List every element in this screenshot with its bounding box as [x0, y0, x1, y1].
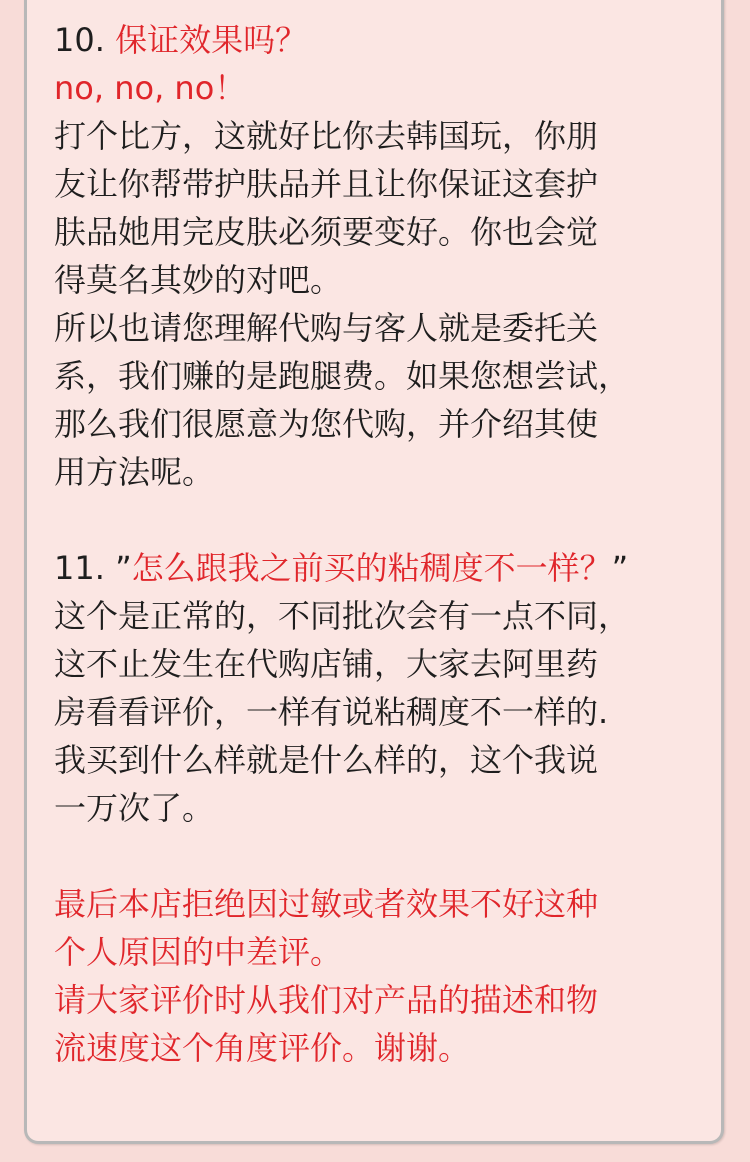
- faq-10-answer-line: 系，我们赚的是跑腿费。如果您想尝试，: [54, 357, 631, 395]
- faq-11-quote-end: ”: [611, 549, 629, 587]
- faq-10-short-answer: no, no, no！: [54, 69, 247, 107]
- faq-10-number: 10.: [54, 21, 116, 59]
- notice-line: 个人原因的中差评。: [54, 933, 343, 971]
- faq-11-answer-line: 我买到什么样就是什么样的，这个我说: [54, 741, 599, 779]
- faq-10-answer-line: 友让你帮带护肤品并且让你保证这套护: [54, 165, 599, 203]
- notice-line: 流速度这个角度评价。谢谢。: [54, 1029, 471, 1067]
- faq-11-heading: [54, 544, 744, 592]
- section-spacer: [54, 496, 744, 544]
- faq-10-answer-line: 用方法呢。: [54, 453, 215, 491]
- faq-10-answer-line: 所以也请您理解代购与客人就是委托关: [54, 309, 599, 347]
- section-spacer: [54, 832, 744, 880]
- faq-11-number: 11. ”: [54, 549, 132, 587]
- faq-10-answer-line: 打个比方，这就好比你去韩国玩，你朋: [54, 117, 599, 155]
- faq-10-question: 保证效果吗？: [115, 21, 308, 59]
- notice-line: 最后本店拒绝因过敏或者效果不好这种: [54, 885, 599, 923]
- faq-11-answer-line: 房看看评价，一样有说粘稠度不一样的.: [54, 693, 609, 731]
- faq-content: [54, 16, 744, 1072]
- faq-10-answer-line: 肤品她用完皮肤必须要变好。你也会觉: [54, 213, 599, 251]
- faq-10-heading: [54, 16, 744, 64]
- faq-11-answer-line: 这不止发生在代购店铺，大家去阿里药: [54, 645, 599, 683]
- faq-11-answer-line: 这个是正常的，不同批次会有一点不同，: [54, 597, 631, 635]
- faq-11-question: 怎么跟我之前买的粘稠度不一样？: [131, 549, 612, 587]
- faq-10-answer-line: 那么我们很愿意为您代购，并介绍其使: [54, 405, 599, 443]
- faq-10-answer-line: 得莫名其妙的对吧。: [54, 261, 343, 299]
- notice-line: 请大家评价时从我们对产品的描述和物: [54, 981, 599, 1019]
- faq-11-answer-line: 一万次了。: [54, 789, 215, 827]
